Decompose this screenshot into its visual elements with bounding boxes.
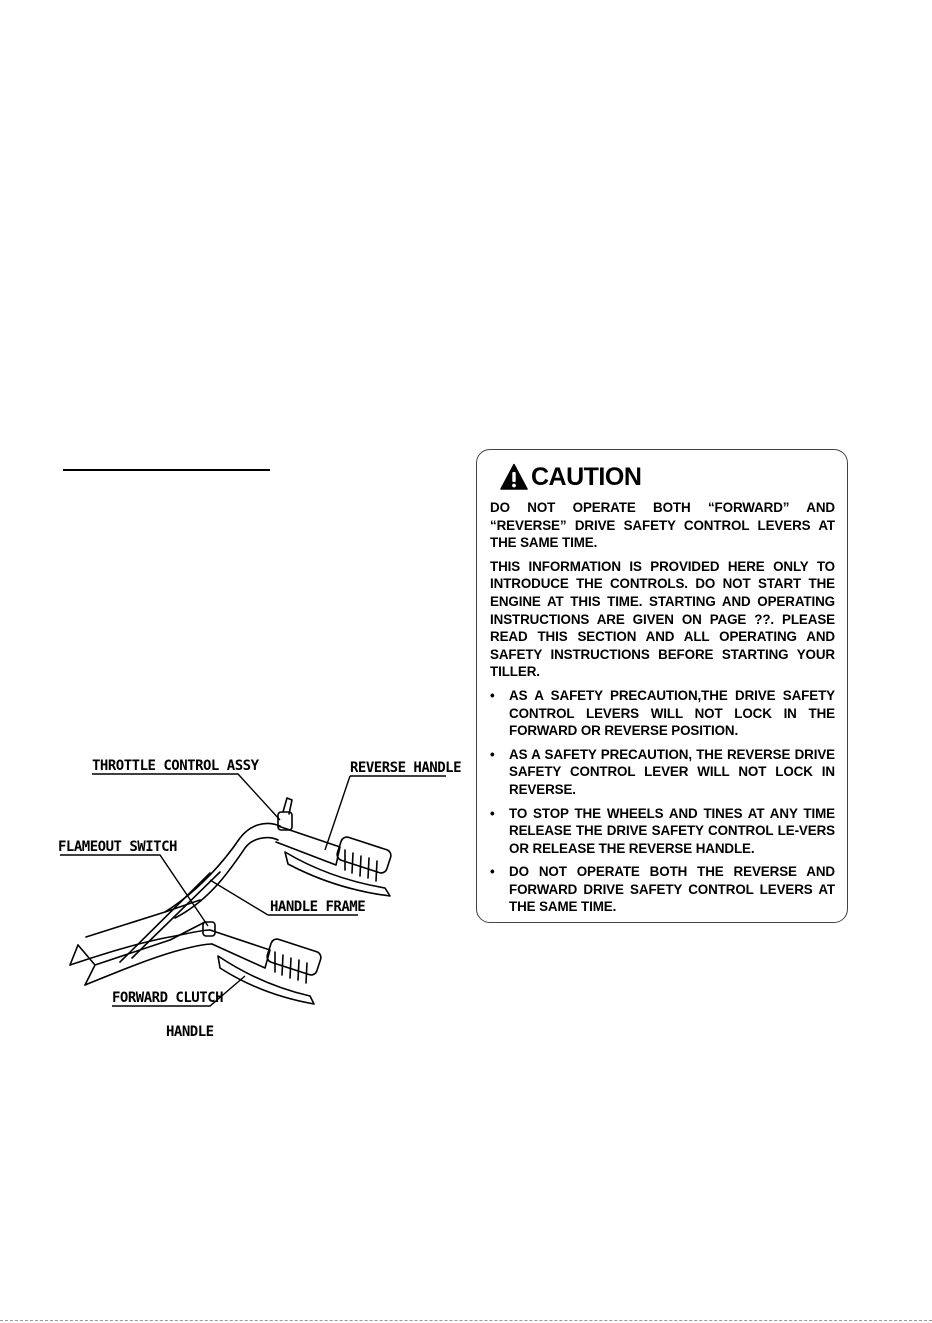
bullet-dot-icon: •: [490, 687, 495, 703]
caution-paragraph-1: DO NOT OPERATE BOTH “FORWARD” AND “REVERSE” DRIVE SAFETY CONTROL LEVERS AT THE SAME TIME.: [490, 500, 835, 551]
caution-bullet-text: AS A SAFETY PRECAUTION, THE REVERSE DRIVE SAFETY CONTROL LEVER WILL NOT LOCK IN REVERSE.: [509, 746, 835, 797]
caution-bullet-list: [490, 687, 835, 916]
label-forward-clutch-handle: HANDLE: [166, 1024, 214, 1040]
handlebar-controls-diagram: [40, 740, 470, 1060]
caution-paragraph-2: THIS INFORMATION IS PROVIDED HERE ONLY TO INTRODUCE THE CONTROLS. DO NOT START THE ENGINE AT THIS TIME. STARTING AND OPERATING INSTRUCTIONS ARE GIVEN ON PAGE ??. PLEASE READ THIS SECTION AND ALL OPERATING AND SAFETY INSTRUCTIONS BEFORE STARTING YOUR TILLER.: [490, 558, 835, 680]
label-reverse-handle: REVERSE HANDLE: [350, 760, 462, 776]
label-forward-clutch: FORWARD CLUTCH: [112, 990, 224, 1006]
bullet-dot-icon: •: [490, 864, 495, 880]
label-handle-frame: HANDLE FRAME: [270, 899, 366, 915]
caution-bullet-item: [490, 805, 835, 858]
section-heading-rule: [63, 469, 270, 471]
caution-header: [500, 462, 835, 492]
label-throttle-control: THROTTLE CONTROL ASSY: [92, 758, 259, 774]
warning-icon: [500, 463, 528, 491]
caution-bullet-item: [490, 687, 835, 740]
page-bottom-edge: [0, 1320, 932, 1321]
caution-bullet-item: [490, 746, 835, 799]
caution-title: CAUTION: [531, 462, 642, 491]
label-flameout-switch: FLAMEOUT SWITCH: [58, 839, 177, 855]
bullet-dot-icon: •: [490, 805, 495, 821]
caution-bullet-item: [490, 863, 835, 916]
handlebar-illustration: [40, 740, 470, 1060]
caution-box: [476, 449, 848, 923]
caution-bullet-text: AS A SAFETY PRECAUTION,THE DRIVE SAFETY CONTROL LEVERS WILL NOT LOCK IN THE FORWARD OR REVERSE POSITION.: [509, 687, 835, 739]
bullet-dot-icon: •: [490, 746, 495, 762]
caution-bullet-text: DO NOT OPERATE BOTH THE REVERSE AND FORWARD DRIVE SAFETY CONTROL LEVERS AT THE SAME TIME.: [509, 864, 835, 915]
caution-bullet-text: TO STOP THE WHEELS AND TINES AT ANY TIME RELEASE THE DRIVE SAFETY CONTROL LE-VERS OR RELEASE THE REVERSE HANDLE.: [509, 805, 835, 856]
